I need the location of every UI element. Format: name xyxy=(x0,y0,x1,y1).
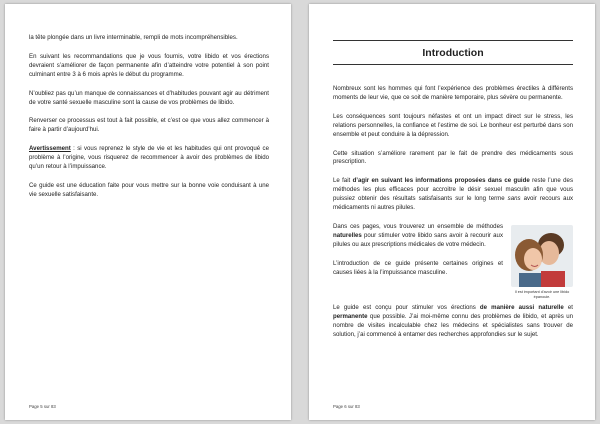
text-run-bold: de manière aussi naturelle xyxy=(479,303,564,311)
text-run: Dans ces pages, vous trouverez un ensemble de méthodes xyxy=(333,222,503,230)
text-run: reste l’une des méthodes les plus efficaces pour accroitre le désir sexuel masculin afin que vous puissiez obtenir des résultats satisfaisants sur le long terme xyxy=(333,177,573,203)
text-run-italic: sans xyxy=(507,195,521,203)
section-title: Introduction xyxy=(422,47,484,59)
text-run: que possible. J’ai moi-même connu des problèmes de libido, et après un nombre de visites incalculable chez les médecins et spécialistes sans trouver de solution, j’ai commencé à entamer des recherches approfondies sur le sujet. xyxy=(333,312,573,338)
text-run: Le fait xyxy=(333,177,353,185)
section-title-box xyxy=(333,40,573,65)
paragraph: Les conséquences sont toujours néfastes et ont un impact direct sur le stress, les relations personnelles, la confiance et l’estime de soi. Le bonheur est perturbé dans son ensemble et peut conduire à la dépression. xyxy=(333,112,573,138)
text-run: Le guide est conçu pour stimuler vos érections xyxy=(333,303,480,311)
page-footer: Page 6 sur 83 xyxy=(333,404,360,409)
text-with-photo xyxy=(333,223,573,304)
photo-caption: Il est important d’avoir une libido épanouie. xyxy=(514,289,570,299)
text-run-bold: permanente xyxy=(333,312,368,320)
paragraph xyxy=(333,177,573,213)
paragraph xyxy=(333,304,573,340)
paragraph: la tête plongée dans un livre interminable, rempli de mots incompréhensibles. xyxy=(29,34,238,41)
paragraph: Ce guide est une éducation faite pour vous mettre sur la bonne voie conduisant à une vie sexuelle satisfaisante. xyxy=(29,181,269,198)
photo-block xyxy=(511,225,573,300)
text-run: et xyxy=(563,303,573,311)
page-footer: Page 5 sur 83 xyxy=(29,404,56,409)
paragraph: En suivant les recommandations que je vous fournis, votre libido et vos érections devraient s’améliorer de façon permanente afin d’atteindre votre potentiel à son point culminant entre 3 à 6 mois après le début du programme. xyxy=(29,52,269,78)
text-run-bold: naturelles xyxy=(333,231,362,239)
right-page xyxy=(309,4,595,420)
text-run: pour stimuler votre libido sans avoir à recourir aux pilules ou aux prescriptions médicales de votre médecin. xyxy=(333,231,503,248)
paragraph: L’introduction de ce guide présente certaines origines et causes liées à la l’impuissance masculine. xyxy=(333,259,503,276)
paragraph: Cette situation s’améliore rarement par le fait de prendre des médicaments sous prescription. xyxy=(333,149,573,166)
warning-text: : si vous reprenez le style de vie et les habitudes qui ont provoqué ce problème à l’origine, vous risquerez de recommencer à avoir des problèmes de libido qu’un retour à l’impuissance. xyxy=(29,145,269,171)
paragraph: N’oubliez pas qu’un manque de connaissances et d’habitudes pouvant agir au détriment de votre santé sexuelle masculine sont la cause de vos problèmes de libido. xyxy=(29,89,269,106)
paragraph: Renverser ce processus est tout à fait possible, et c’est ce que vous allez commencer à faire à partir d’aujourd’hui. xyxy=(29,117,269,134)
couple-photo xyxy=(511,225,573,287)
warning-paragraph xyxy=(29,145,269,172)
text-run: avoir recours aux médicaments ni autres pilules. xyxy=(333,195,574,212)
text-run-bold: d’agir en suivant les informations proposées dans ce guide xyxy=(352,177,530,185)
paragraph: Nombreux sont les hommes qui font l’expérience des problèmes érectiles à différents moments de leur vie, que ce soit de manière temporaire, plus sévère ou permanente. xyxy=(333,85,573,101)
left-page xyxy=(5,4,291,420)
warning-label: Avertissement xyxy=(29,145,71,153)
